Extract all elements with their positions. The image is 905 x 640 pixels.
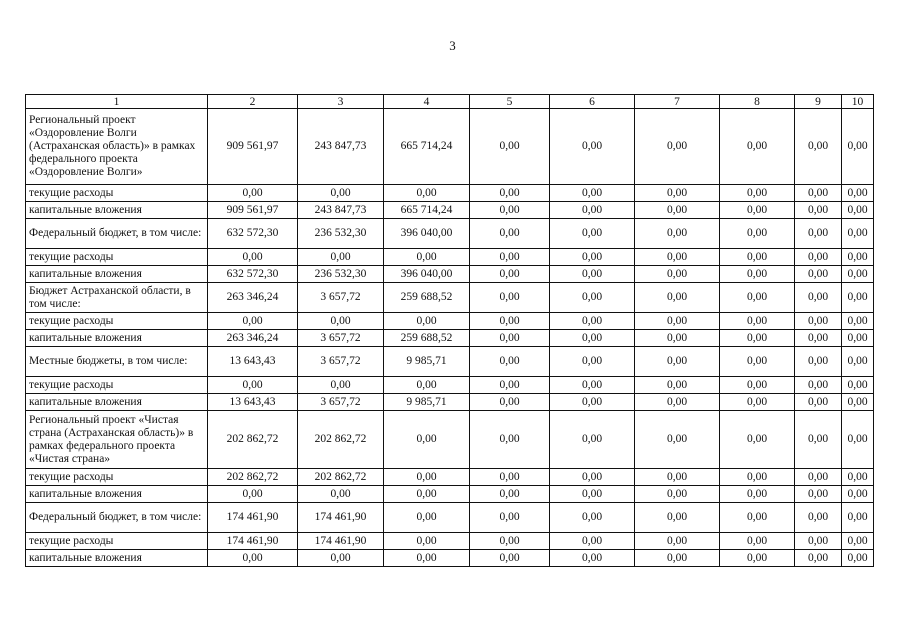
cell-col-8: 0,00 [720,550,795,567]
cell-col-4: 0,00 [384,503,470,533]
cell-col-9: 0,00 [795,394,842,411]
cell-col-8: 0,00 [720,469,795,486]
cell-col-7: 0,00 [635,249,720,266]
cell-col-7: 0,00 [635,377,720,394]
cell-col-3: 236 532,30 [298,266,384,283]
page-number: 3 [449,38,456,53]
cell-col-5: 0,00 [470,486,550,503]
cell-col-3: 202 862,72 [298,411,384,469]
cell-col-2: 632 572,30 [208,266,298,283]
cell-col-7: 0,00 [635,394,720,411]
cell-col-3: 0,00 [298,486,384,503]
cell-col-5: 0,00 [470,202,550,219]
table-row [26,469,874,486]
cell-col-6: 0,00 [550,394,635,411]
cell-col-5: 0,00 [470,550,550,567]
cell-col-4: 0,00 [384,533,470,550]
cell-col-5: 0,00 [470,185,550,202]
cell-col-9: 0,00 [795,347,842,377]
table-row [26,202,874,219]
cell-col-10: 0,00 [842,109,874,185]
row-label: капитальные вложения [26,486,208,503]
cell-col-3: 243 847,73 [298,202,384,219]
cell-col-4: 396 040,00 [384,266,470,283]
cell-col-9: 0,00 [795,486,842,503]
cell-col-4: 0,00 [384,486,470,503]
cell-col-9: 0,00 [795,266,842,283]
cell-col-4: 0,00 [384,469,470,486]
cell-col-5: 0,00 [470,283,550,313]
cell-col-7: 0,00 [635,219,720,249]
cell-col-5: 0,00 [470,533,550,550]
cell-col-7: 0,00 [635,469,720,486]
cell-col-6: 0,00 [550,185,635,202]
cell-col-5: 0,00 [470,109,550,185]
table-row [26,283,874,313]
row-label: текущие расходы [26,249,208,266]
cell-col-4: 0,00 [384,185,470,202]
row-label: Местные бюджеты, в том числе: [26,347,208,377]
cell-col-8: 0,00 [720,185,795,202]
cell-col-4: 9 985,71 [384,347,470,377]
cell-col-8: 0,00 [720,394,795,411]
column-header-1: 1 [26,95,208,109]
cell-col-9: 0,00 [795,109,842,185]
cell-col-9: 0,00 [795,550,842,567]
row-label: капитальные вложения [26,266,208,283]
cell-col-4: 0,00 [384,411,470,469]
cell-col-2: 909 561,97 [208,202,298,219]
cell-col-4: 0,00 [384,550,470,567]
cell-col-2: 632 572,30 [208,219,298,249]
cell-col-6: 0,00 [550,377,635,394]
cell-col-3: 0,00 [298,313,384,330]
cell-col-3: 3 657,72 [298,283,384,313]
cell-col-2: 13 643,43 [208,394,298,411]
cell-col-7: 0,00 [635,533,720,550]
cell-col-8: 0,00 [720,109,795,185]
cell-col-4: 0,00 [384,377,470,394]
cell-col-5: 0,00 [470,219,550,249]
table-row [26,313,874,330]
column-header-7: 7 [635,95,720,109]
cell-col-6: 0,00 [550,219,635,249]
cell-col-6: 0,00 [550,109,635,185]
cell-col-5: 0,00 [470,313,550,330]
cell-col-10: 0,00 [842,347,874,377]
cell-col-2: 0,00 [208,377,298,394]
cell-col-9: 0,00 [795,533,842,550]
cell-col-6: 0,00 [550,202,635,219]
cell-col-6: 0,00 [550,411,635,469]
cell-col-9: 0,00 [795,469,842,486]
cell-col-8: 0,00 [720,377,795,394]
cell-col-10: 0,00 [842,394,874,411]
cell-col-6: 0,00 [550,486,635,503]
cell-col-6: 0,00 [550,283,635,313]
table-row [26,377,874,394]
cell-col-2: 263 346,24 [208,283,298,313]
cell-col-4: 259 688,52 [384,283,470,313]
cell-col-7: 0,00 [635,185,720,202]
cell-col-9: 0,00 [795,313,842,330]
cell-col-8: 0,00 [720,202,795,219]
cell-col-10: 0,00 [842,377,874,394]
row-label: текущие расходы [26,377,208,394]
cell-col-3: 0,00 [298,550,384,567]
cell-col-7: 0,00 [635,266,720,283]
cell-col-9: 0,00 [795,411,842,469]
cell-col-6: 0,00 [550,550,635,567]
cell-col-10: 0,00 [842,503,874,533]
cell-col-4: 396 040,00 [384,219,470,249]
row-label: капитальные вложения [26,202,208,219]
cell-col-7: 0,00 [635,411,720,469]
cell-col-9: 0,00 [795,377,842,394]
cell-col-8: 0,00 [720,347,795,377]
table-row [26,330,874,347]
table-row [26,533,874,550]
table-row [26,109,874,185]
cell-col-3: 174 461,90 [298,533,384,550]
row-label: Федеральный бюджет, в том числе: [26,503,208,533]
column-header-5: 5 [470,95,550,109]
cell-col-4: 0,00 [384,313,470,330]
table-row [26,266,874,283]
table-row [26,503,874,533]
table-row [26,550,874,567]
table-row [26,411,874,469]
table-row [26,249,874,266]
table-row [26,347,874,377]
row-label: капитальные вложения [26,330,208,347]
cell-col-3: 3 657,72 [298,330,384,347]
cell-col-7: 0,00 [635,283,720,313]
cell-col-7: 0,00 [635,347,720,377]
cell-col-3: 236 532,30 [298,219,384,249]
cell-col-9: 0,00 [795,185,842,202]
row-label: Региональный проект «Чистая страна (Астраханская область)» в рамках федерального проекта «Чистая страна» [26,411,208,469]
cell-col-10: 0,00 [842,469,874,486]
cell-col-3: 3 657,72 [298,394,384,411]
cell-col-8: 0,00 [720,283,795,313]
cell-col-2: 0,00 [208,249,298,266]
cell-col-7: 0,00 [635,503,720,533]
table-row [26,185,874,202]
cell-col-8: 0,00 [720,411,795,469]
cell-col-9: 0,00 [795,503,842,533]
table-row [26,394,874,411]
cell-col-7: 0,00 [635,550,720,567]
cell-col-2: 174 461,90 [208,533,298,550]
cell-col-2: 909 561,97 [208,109,298,185]
column-header-9: 9 [795,95,842,109]
table-body [26,95,874,567]
cell-col-4: 259 688,52 [384,330,470,347]
cell-col-6: 0,00 [550,347,635,377]
cell-col-3: 174 461,90 [298,503,384,533]
cell-col-3: 0,00 [298,377,384,394]
cell-col-5: 0,00 [470,266,550,283]
cell-col-3: 243 847,73 [298,109,384,185]
cell-col-4: 9 985,71 [384,394,470,411]
cell-col-6: 0,00 [550,266,635,283]
column-header-4: 4 [384,95,470,109]
cell-col-3: 3 657,72 [298,347,384,377]
cell-col-9: 0,00 [795,249,842,266]
cell-col-10: 0,00 [842,550,874,567]
cell-col-3: 202 862,72 [298,469,384,486]
cell-col-3: 0,00 [298,185,384,202]
cell-col-5: 0,00 [470,503,550,533]
cell-col-7: 0,00 [635,486,720,503]
budget-table [25,94,874,567]
cell-col-8: 0,00 [720,503,795,533]
cell-col-8: 0,00 [720,219,795,249]
cell-col-8: 0,00 [720,533,795,550]
column-header-10: 10 [842,95,874,109]
cell-col-5: 0,00 [470,469,550,486]
cell-col-10: 0,00 [842,533,874,550]
cell-col-10: 0,00 [842,185,874,202]
row-label: Бюджет Астраханской области, в том числе: [26,283,208,313]
cell-col-10: 0,00 [842,313,874,330]
row-label: капитальные вложения [26,394,208,411]
cell-col-10: 0,00 [842,202,874,219]
cell-col-8: 0,00 [720,249,795,266]
cell-col-2: 0,00 [208,550,298,567]
table-row [26,219,874,249]
cell-col-5: 0,00 [470,347,550,377]
cell-col-2: 263 346,24 [208,330,298,347]
cell-col-2: 13 643,43 [208,347,298,377]
cell-col-2: 174 461,90 [208,503,298,533]
cell-col-7: 0,00 [635,109,720,185]
cell-col-8: 0,00 [720,266,795,283]
cell-col-10: 0,00 [842,266,874,283]
cell-col-4: 665 714,24 [384,202,470,219]
table-row [26,486,874,503]
cell-col-7: 0,00 [635,330,720,347]
column-header-8: 8 [720,95,795,109]
cell-col-6: 0,00 [550,469,635,486]
cell-col-5: 0,00 [470,249,550,266]
cell-col-10: 0,00 [842,411,874,469]
cell-col-5: 0,00 [470,411,550,469]
header-row [26,95,874,109]
cell-col-8: 0,00 [720,313,795,330]
cell-col-10: 0,00 [842,249,874,266]
cell-col-2: 202 862,72 [208,411,298,469]
cell-col-4: 0,00 [384,249,470,266]
cell-col-9: 0,00 [795,202,842,219]
column-header-2: 2 [208,95,298,109]
row-label: Федеральный бюджет, в том числе: [26,219,208,249]
cell-col-6: 0,00 [550,533,635,550]
cell-col-5: 0,00 [470,394,550,411]
cell-col-7: 0,00 [635,313,720,330]
cell-col-10: 0,00 [842,486,874,503]
cell-col-2: 202 862,72 [208,469,298,486]
cell-col-9: 0,00 [795,283,842,313]
cell-col-8: 0,00 [720,330,795,347]
row-label: текущие расходы [26,469,208,486]
cell-col-5: 0,00 [470,377,550,394]
cell-col-2: 0,00 [208,185,298,202]
row-label: капитальные вложения [26,550,208,567]
cell-col-6: 0,00 [550,330,635,347]
row-label: Региональный проект «Оздоровление Волги (Астраханская область)» в рамках федерального проекта «Оздоровление Волги» [26,109,208,185]
cell-col-10: 0,00 [842,219,874,249]
cell-col-2: 0,00 [208,313,298,330]
cell-col-5: 0,00 [470,330,550,347]
cell-col-10: 0,00 [842,283,874,313]
cell-col-6: 0,00 [550,313,635,330]
cell-col-7: 0,00 [635,202,720,219]
column-header-3: 3 [298,95,384,109]
column-header-6: 6 [550,95,635,109]
row-label: текущие расходы [26,533,208,550]
cell-col-8: 0,00 [720,486,795,503]
cell-col-2: 0,00 [208,486,298,503]
cell-col-6: 0,00 [550,503,635,533]
row-label: текущие расходы [26,313,208,330]
cell-col-9: 0,00 [795,330,842,347]
row-label: текущие расходы [26,185,208,202]
cell-col-9: 0,00 [795,219,842,249]
cell-col-10: 0,00 [842,330,874,347]
cell-col-3: 0,00 [298,249,384,266]
cell-col-4: 665 714,24 [384,109,470,185]
cell-col-6: 0,00 [550,249,635,266]
